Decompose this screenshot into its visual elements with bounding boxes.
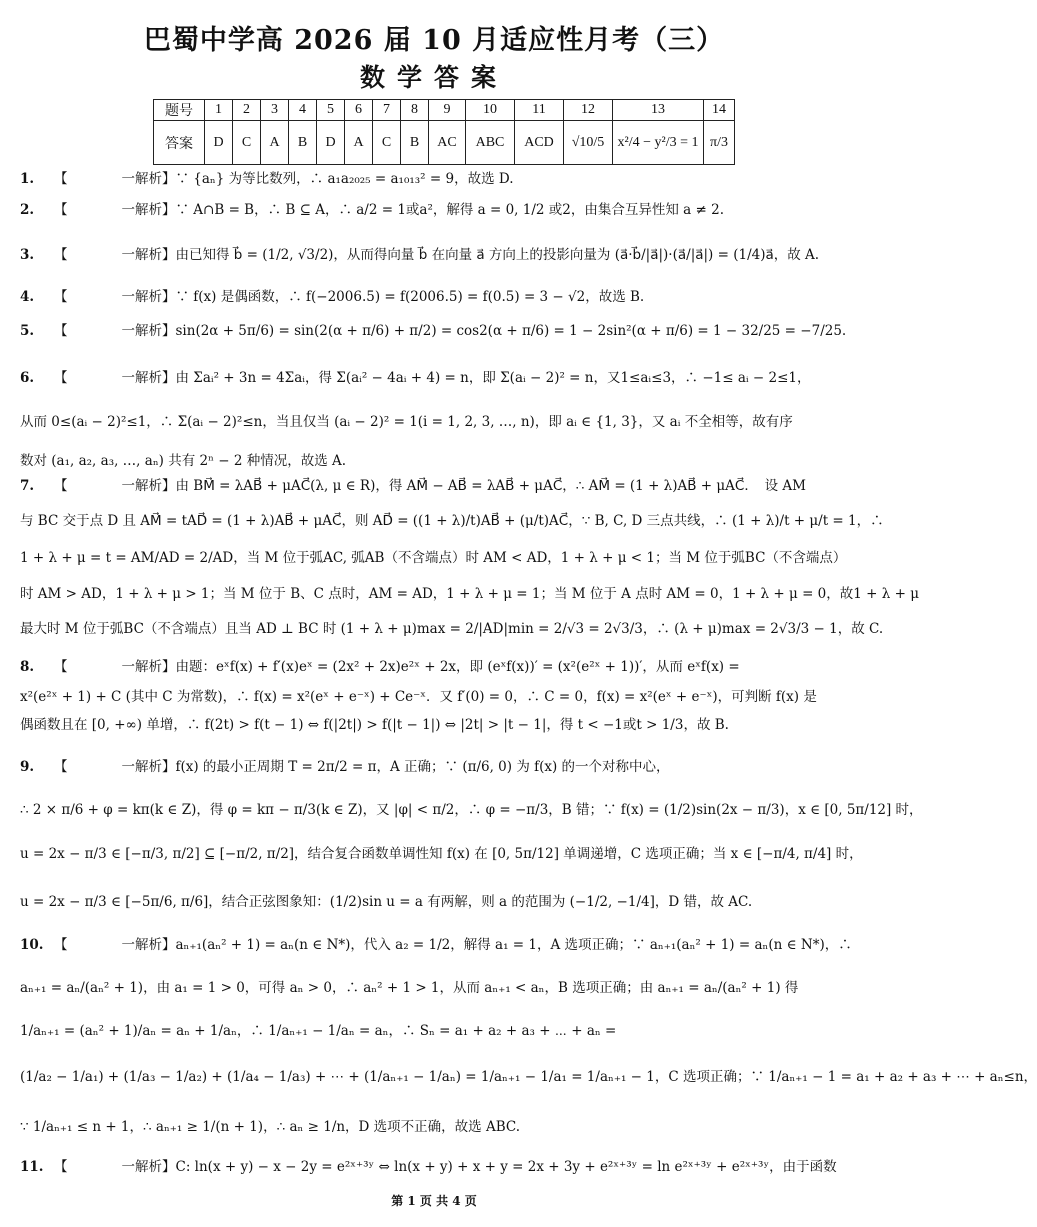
solution-line: x²(e²ˣ + 1) + C (其中 C 为常数)，∴ f(x) = x²(eˣ + e⁻ˣ) + Ce⁻ˣ．又 f′(0) = 0，∴ C = 0，f(x) = x²(eˣ + e⁻ˣ)，可判断 f(x) 是: [20, 689, 817, 705]
question-number-cell: 11: [515, 100, 564, 121]
answer-cell: π/3: [704, 121, 735, 165]
solution-text: 【 一解析】C: ln(x + y) − x − 2y = e²ˣ⁺³ʸ ⇔ ln(x + y) + x + y = 2x + 3y + e²ˣ⁺³ʸ = ln e²ˣ⁺³ʸ + e²ˣ⁺³ʸ，由于函数: [54, 1159, 837, 1175]
question-number: 4.: [20, 289, 35, 305]
question-number-cell: 12: [564, 100, 613, 121]
solution-line-first: [20, 758, 670, 776]
solution-line: u = 2x − π/3 ∈ [−π/3, π/2] ⊆ [−π/2, π/2]，结合复合函数单调性知 f(x) 在 [0, 5π/12] 单调递增，C 选项正确；当 x ∈ [−π/4, π/4] 时，: [20, 846, 863, 862]
question-number-cell: 5: [317, 100, 345, 121]
page-title: 巴蜀中学高 2026 届 10 月适应性月考（三）: [143, 25, 725, 56]
question-number: 8.: [20, 659, 35, 675]
solution-line-first: [20, 477, 806, 495]
answer-cell: ABC: [466, 121, 515, 165]
solution-line-first: [20, 658, 740, 676]
question-number-cell: 14: [704, 100, 735, 121]
solution-line: 1 + λ + μ = t = AM/AD = 2/AD，当 M 位于弧AC, 弧AB（不含端点）时 AM < AD，1 + λ + μ < 1；当 M 位于弧BC（不含端点）: [20, 550, 847, 566]
solution-line-first: [20, 201, 724, 219]
question-number-cell: 7: [373, 100, 401, 121]
question-number-cell: 9: [429, 100, 466, 121]
answer-cell: B: [401, 121, 429, 165]
question-number: 6.: [20, 370, 35, 386]
answer-cell: √10/5: [564, 121, 613, 165]
answer-cell: B: [289, 121, 317, 165]
question-number-cell: 4: [289, 100, 317, 121]
solution-line-first: [20, 369, 810, 387]
question-number-cell: 6: [345, 100, 373, 121]
solution-text: 【 一解析】∵ A∩B = B，∴ B ⊆ A，∴ a/2 = 1或a²，解得 a = 0, 1/2 或2，由集合互异性知 a ≠ 2.: [54, 202, 724, 218]
solution-line: ∵ 1/aₙ₊₁ ≤ n + 1，∴ aₙ₊₁ ≥ 1/(n + 1)，∴ aₙ ≥ 1/n，D 选项不正确，故选 ABC.: [20, 1119, 521, 1135]
answer-cell: C: [373, 121, 401, 165]
solution-text: 【 一解析】aₙ₊₁(aₙ² + 1) = aₙ(n ∈ N*)，代入 a₂ = 1/2，解得 a₁ = 1，A 选项正确；∵ aₙ₊₁(aₙ² + 1) = aₙ(n ∈ N*)，∴: [54, 937, 852, 953]
solution-text: 【 一解析】由 Σaᵢ² + 3n = 4Σaᵢ，得 Σ(aᵢ² − 4aᵢ + 4) = n，即 Σ(aᵢ − 2)² = n，又1≤aᵢ≤3，∴ −1≤ aᵢ − 2≤1，: [54, 370, 811, 386]
table-row-label: 答案: [154, 121, 205, 165]
solution-text: 【 一解析】sin(2α + 5π/6) = sin(2(α + π/6) + π/2) = cos2(α + π/6) = 1 − 2sin²(α + π/6) = 1 − 32/25 = −7/25.: [54, 323, 847, 339]
solution-line: u = 2x − π/3 ∈ [−5π/6, π/6]，结合正弦图象知：(1/2)sin u = a 有两解，则 a 的范围为 (−1/2, −1/4]，D 错，故 AC.: [20, 894, 753, 910]
question-number: 11.: [20, 1159, 44, 1175]
question-number: 3.: [20, 247, 35, 263]
answer-cell: D: [205, 121, 233, 165]
solution-line: 从而 0≤(aᵢ − 2)²≤1，∴ Σ(aᵢ − 2)²≤n，当且仅当 (aᵢ − 2)² = 1(i = 1, 2, 3, …, n)，即 aᵢ ∈ {1, 3}，又 aᵢ 不全相等，故有序: [20, 414, 793, 430]
solution-text: 【 一解析】由已知得 b⃗ = (1/2, √3/2)，从而得向量 b⃗ 在向量 a⃗ 方向上的投影向量为 (a⃗·b⃗/|a⃗|)·(a⃗/|a⃗|) = (1/4)a⃗，故 A.: [54, 247, 820, 263]
answer-cell: ACD: [515, 121, 564, 165]
solution-line-first: [20, 322, 846, 340]
solution-line: 最大时 M 位于弧BC（不含端点）且当 AD ⊥ BC 时 (1 + λ + μ)max = 2/|AD|min = 2/√3 = 2√3/3，∴ (λ + μ)max = 2√3/3 − 1，故 C.: [20, 621, 884, 637]
solution-line: 数对 (a₁, a₂, a₃, …, aₙ) 共有 2ⁿ − 2 种情况，故选 A.: [20, 453, 347, 469]
solution-line: (1/a₂ − 1/a₁) + (1/a₃ − 1/a₂) + (1/a₄ − 1/a₃) + ⋯ + (1/aₙ₊₁ − 1/aₙ) = 1/aₙ₊₁ − 1/a₁ = 1/aₙ₊₁ − 1，C 选项正确；∵ 1/aₙ₊₁ − 1 = a₁ + a₂ + a₃ + ⋯ + aₙ≤n，: [20, 1069, 1037, 1085]
page-subtitle: 数学答案: [359, 63, 508, 92]
table-row-label: 题号: [154, 100, 205, 121]
question-number-cell: 2: [233, 100, 261, 121]
answer-cell: AC: [429, 121, 466, 165]
page-footer: 第 1 页 共 4 页: [391, 1194, 477, 1208]
question-number: 1.: [20, 171, 35, 187]
question-number: 10.: [20, 937, 44, 953]
solution-line: 偶函数且在 [0, +∞) 单增，∴ f(2t) > f(t − 1) ⇔ f(|2t|) > f(|t − 1|) ⇔ |2t| > |t − 1|，得 t < −1或t > 1/3，故 B.: [20, 717, 729, 733]
question-number: 2.: [20, 202, 35, 218]
answer-cell: D: [317, 121, 345, 165]
answer-cell: A: [345, 121, 373, 165]
question-number: 5.: [20, 323, 35, 339]
question-number-cell: 8: [401, 100, 429, 121]
solution-line-first: [20, 936, 852, 954]
solution-text: 【 一解析】∵ {aₙ} 为等比数列，∴ a₁a₂₀₂₅ = a₁₀₁₃² = 9，故选 D.: [54, 171, 514, 187]
solution-text: 【 一解析】f(x) 的最小正周期 T = 2π/2 = π，A 正确；∵ (π/6, 0) 为 f(x) 的一个对称中心，: [54, 759, 670, 775]
solution-line-first: [20, 288, 644, 306]
question-number: 7.: [20, 478, 35, 494]
solution-line: ∴ 2 × π/6 + φ = kπ(k ∈ Z)，得 φ = kπ − π/3(k ∈ Z)，又 |φ| < π/2，∴ φ = −π/3，B 错；∵ f(x) = (1/2)sin(2x − π/3)，x ∈ [0, 5π/12] 时，: [20, 802, 923, 818]
solution-line: aₙ₊₁ = aₙ/(aₙ² + 1)，由 a₁ = 1 > 0，可得 aₙ > 0，∴ aₙ² + 1 > 1，从而 aₙ₊₁ < aₙ，B 选项正确；由 aₙ₊₁ = aₙ/(aₙ² + 1) 得: [20, 980, 799, 996]
question-number-cell: 10: [466, 100, 515, 121]
solution-line-first: [20, 246, 819, 264]
solution-line: 1/aₙ₊₁ = (aₙ² + 1)/aₙ = aₙ + 1/aₙ，∴ 1/aₙ₊₁ − 1/aₙ = aₙ，∴ Sₙ = a₁ + a₂ + a₃ + ⋯ + aₙ =: [20, 1023, 617, 1039]
answer-table: [153, 99, 735, 165]
answer-cell: C: [233, 121, 261, 165]
answer-cell: A: [261, 121, 289, 165]
solution-line: 时 AM > AD，1 + λ + μ > 1；当 M 位于 B、C 点时，AM = AD，1 + λ + μ = 1；当 M 位于 A 点时 AM = 0，1 + λ + μ = 0，故1 + λ + μ: [20, 586, 919, 602]
question-number-cell: 3: [261, 100, 289, 121]
solution-line-first: [20, 1158, 837, 1176]
solution-text: 【 一解析】由 BM⃗ = λAB⃗ + μAC⃗(λ, μ ∈ R)，得 AM⃗ − AB⃗ = λAB⃗ + μAC⃗，∴ AM⃗ = (1 + λ)AB⃗ + μAC⃗． 设 AM: [54, 478, 806, 494]
solution-text: 【 一解析】∵ f(x) 是偶函数，∴ f(−2006.5) = f(2006.5) = f(0.5) = 3 − √2，故选 B.: [54, 289, 645, 305]
question-number: 9.: [20, 759, 35, 775]
solution-line-first: [20, 170, 514, 188]
question-number-cell: 13: [613, 100, 704, 121]
solution-text: 【 一解析】由题：eˣf(x) + f′(x)eˣ = (2x² + 2x)e²ˣ + 2x，即 (eˣf(x))′ = (x²(e²ˣ + 1))′，从而 eˣf(x) =: [54, 659, 740, 675]
solution-line: 与 BC 交于点 D 且 AM⃗ = tAD⃗ = (1 + λ)AB⃗ + μAC⃗，则 AD⃗ = ((1 + λ)/t)AB⃗ + (μ/t)AC⃗，∵ B, C, D 三点共线，∴ (1 + λ)/t + μ/t = 1，∴: [20, 513, 884, 529]
answer-cell: x²/4 − y²/3 = 1: [613, 121, 704, 165]
question-number-cell: 1: [205, 100, 233, 121]
